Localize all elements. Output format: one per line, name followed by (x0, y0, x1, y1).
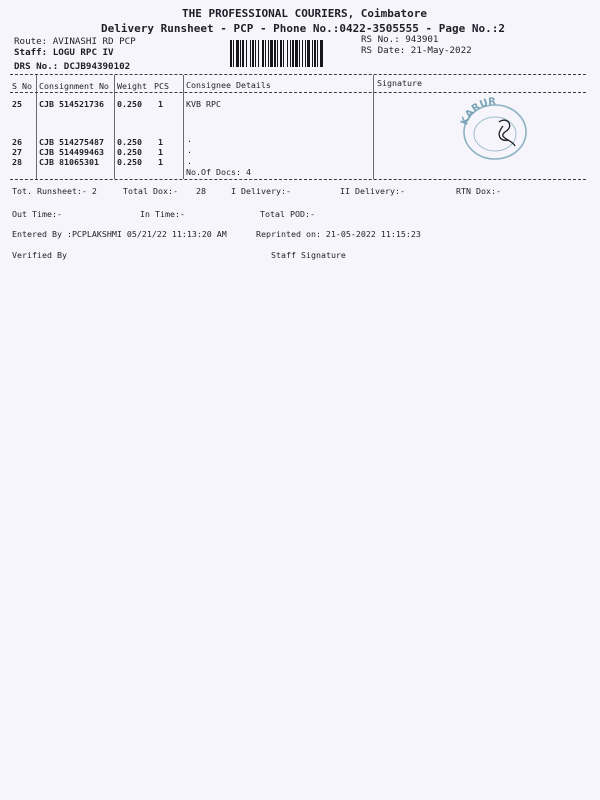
total-dox-label: Total Dox:- (123, 186, 178, 196)
row-pcs: 1 (158, 157, 163, 167)
entered-by: Entered By :PCPLAKSHMI 05/21/22 11:13:20 AM (12, 229, 227, 239)
column-divider (183, 75, 184, 179)
reprinted-on: Reprinted on: 21-05-2022 11:15:23 (256, 229, 421, 239)
row-weight: 0.250 (117, 147, 142, 157)
i-delivery: I Delivery:- (231, 186, 291, 196)
runsheet-subtitle: Delivery Runsheet - PCP - Phone No.:0422-3505555 - Page No.:2 (101, 22, 505, 35)
row-details: . (187, 145, 192, 155)
verified-by: Verified By (12, 250, 67, 260)
total-pod: Total POD:- (260, 209, 315, 219)
route-label: Route: AVINASHI RD PCP (14, 36, 136, 47)
out-time: Out Time:- (12, 209, 62, 219)
column-divider (373, 75, 374, 179)
row-sno: 27 (12, 147, 22, 157)
row-consignment: CJB 514275487 (39, 137, 104, 147)
row-details: . (187, 134, 192, 144)
row-sno: 28 (12, 157, 22, 167)
row-weight: 0.250 (117, 99, 142, 109)
col-header-pcs: PCS (154, 81, 169, 91)
stamp-text: KARUR (459, 96, 497, 127)
col-header-sno: S No (12, 81, 32, 91)
col-header-weight: Weight (117, 81, 147, 91)
table-bottom-rule (10, 179, 586, 180)
rs-number: RS No.: 943901 (361, 34, 439, 45)
row-pcs: 1 (158, 147, 163, 157)
header-rule (10, 92, 586, 93)
ii-delivery: II Delivery:- (340, 186, 405, 196)
staff-label: Staff: LOGU RPC IV (14, 47, 114, 58)
row-pcs: 1 (158, 99, 163, 109)
row-consignment: CJB 514499463 (39, 147, 104, 157)
company-title: THE PROFESSIONAL COURIERS, Coimbatore (182, 7, 428, 20)
column-divider (36, 75, 37, 179)
table-top-rule (10, 74, 586, 75)
col-header-details: Consignee Details (186, 80, 271, 90)
row-details: . (187, 156, 192, 166)
row-weight: 0.250 (117, 157, 142, 167)
rs-date: RS Date: 21-May-2022 (361, 45, 472, 56)
in-time: In Time:- (140, 209, 185, 219)
stamp-inner-ring (474, 117, 516, 151)
row-weight: 0.250 (117, 137, 142, 147)
tot-runsheet: Tot. Runsheet:- 2 (12, 186, 97, 196)
drs-number: DRS No.: DCJB94390102 (14, 61, 131, 72)
karur-stamp (455, 96, 535, 162)
row-sno: 25 (12, 99, 22, 109)
no-of-docs: No.Of Docs: 4 (186, 167, 251, 177)
column-divider (114, 75, 115, 179)
barcode (230, 40, 324, 67)
rtn-dox: RTN Dox:- (456, 186, 501, 196)
total-dox-value: 28 (196, 186, 206, 196)
barcode-bar (323, 40, 324, 67)
row-sno: 26 (12, 137, 22, 147)
row-consignment: CJB 514521736 (39, 99, 104, 109)
row-pcs: 1 (158, 137, 163, 147)
col-header-signature: Signature (377, 78, 422, 88)
row-details: KVB RPC (186, 99, 221, 109)
col-header-consignment: Consignment No (39, 81, 109, 91)
row-consignment: CJB 81065301 (39, 157, 99, 167)
staff-signature: Staff Signature (271, 250, 346, 260)
